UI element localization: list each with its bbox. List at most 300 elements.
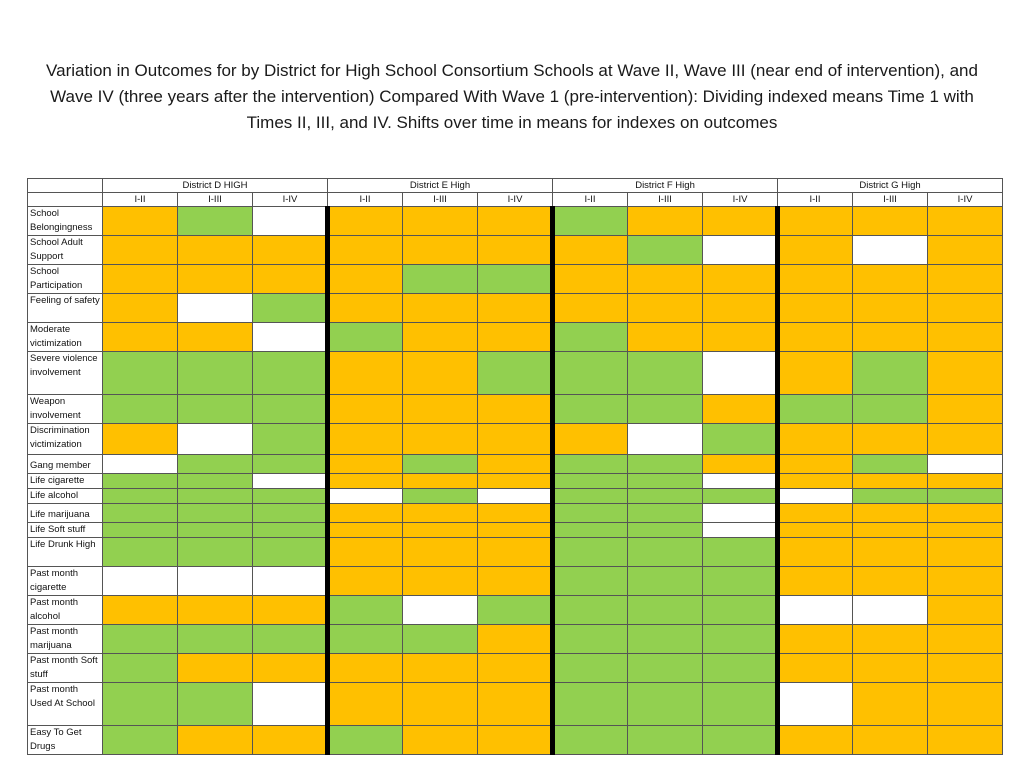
district-header: District F High xyxy=(553,179,778,193)
period-header: I-III xyxy=(403,193,478,207)
status-cell xyxy=(403,323,478,352)
status-cell xyxy=(928,538,1003,567)
status-cell xyxy=(553,683,628,726)
status-cell xyxy=(778,538,853,567)
status-cell xyxy=(853,538,928,567)
status-cell xyxy=(103,323,178,352)
status-cell xyxy=(328,424,403,455)
status-cell xyxy=(328,726,403,755)
status-cell xyxy=(853,489,928,504)
status-cell xyxy=(928,207,1003,236)
period-header: I-IV xyxy=(253,193,328,207)
status-cell xyxy=(328,683,403,726)
status-cell xyxy=(853,236,928,265)
row-label: Life Soft stuff xyxy=(28,523,103,538)
status-cell xyxy=(328,294,403,323)
status-cell xyxy=(928,596,1003,625)
status-cell xyxy=(478,538,553,567)
status-cell xyxy=(628,424,703,455)
status-cell xyxy=(703,654,778,683)
district-header: District D HIGH xyxy=(103,179,328,193)
table-row xyxy=(28,489,1003,504)
status-cell xyxy=(928,352,1003,395)
district-header: District G High xyxy=(778,179,1003,193)
status-cell xyxy=(628,294,703,323)
status-cell xyxy=(403,726,478,755)
status-cell xyxy=(778,294,853,323)
status-cell xyxy=(853,504,928,523)
status-cell xyxy=(178,474,253,489)
status-cell xyxy=(853,455,928,474)
status-cell xyxy=(478,567,553,596)
status-cell xyxy=(628,567,703,596)
status-cell xyxy=(178,395,253,424)
status-cell xyxy=(778,323,853,352)
status-cell xyxy=(778,489,853,504)
status-cell xyxy=(703,625,778,654)
status-cell xyxy=(103,654,178,683)
status-cell xyxy=(253,352,328,395)
status-cell xyxy=(553,323,628,352)
status-cell xyxy=(478,654,553,683)
status-cell xyxy=(928,567,1003,596)
row-label: Moderate victimization xyxy=(28,323,103,352)
status-cell xyxy=(403,567,478,596)
status-cell xyxy=(853,596,928,625)
status-cell xyxy=(253,596,328,625)
status-cell xyxy=(778,352,853,395)
status-cell xyxy=(553,523,628,538)
status-cell xyxy=(853,523,928,538)
status-cell xyxy=(403,625,478,654)
status-cell xyxy=(853,726,928,755)
status-cell xyxy=(253,395,328,424)
status-cell xyxy=(253,424,328,455)
status-cell xyxy=(553,474,628,489)
status-cell xyxy=(703,683,778,726)
status-cell xyxy=(478,489,553,504)
status-cell xyxy=(103,523,178,538)
status-cell xyxy=(553,538,628,567)
status-cell xyxy=(628,352,703,395)
status-cell xyxy=(778,683,853,726)
status-cell xyxy=(328,323,403,352)
status-cell xyxy=(103,294,178,323)
status-cell xyxy=(553,596,628,625)
status-cell xyxy=(628,265,703,294)
status-cell xyxy=(778,265,853,294)
status-cell xyxy=(928,523,1003,538)
status-cell xyxy=(403,523,478,538)
status-cell xyxy=(703,567,778,596)
status-cell xyxy=(928,455,1003,474)
status-cell xyxy=(703,265,778,294)
status-cell xyxy=(478,596,553,625)
status-cell xyxy=(253,294,328,323)
status-cell xyxy=(628,323,703,352)
status-cell xyxy=(928,294,1003,323)
status-cell xyxy=(178,236,253,265)
status-cell xyxy=(478,395,553,424)
status-cell xyxy=(478,683,553,726)
status-cell xyxy=(928,489,1003,504)
status-cell xyxy=(703,538,778,567)
table-row xyxy=(28,504,1003,523)
period-header: I-IV xyxy=(703,193,778,207)
table-row xyxy=(28,596,1003,625)
status-cell xyxy=(928,504,1003,523)
table-row xyxy=(28,207,1003,236)
table-row xyxy=(28,455,1003,474)
status-cell xyxy=(778,596,853,625)
status-cell xyxy=(778,236,853,265)
status-cell xyxy=(103,424,178,455)
status-cell xyxy=(253,489,328,504)
status-cell xyxy=(778,567,853,596)
status-cell xyxy=(328,489,403,504)
status-cell xyxy=(553,455,628,474)
status-cell xyxy=(103,395,178,424)
status-cell xyxy=(703,323,778,352)
table-row xyxy=(28,294,1003,323)
table-row xyxy=(28,265,1003,294)
status-cell xyxy=(853,323,928,352)
table-row xyxy=(28,625,1003,654)
table-row xyxy=(28,523,1003,538)
status-cell xyxy=(178,596,253,625)
status-cell xyxy=(553,489,628,504)
status-cell xyxy=(628,504,703,523)
status-cell xyxy=(403,207,478,236)
row-label: School Adult Support xyxy=(28,236,103,265)
status-cell xyxy=(553,395,628,424)
period-header: I-III xyxy=(853,193,928,207)
period-header: I-II xyxy=(553,193,628,207)
status-cell xyxy=(853,625,928,654)
period-header: I-II xyxy=(328,193,403,207)
status-cell xyxy=(253,474,328,489)
status-cell xyxy=(628,596,703,625)
table-row xyxy=(28,474,1003,489)
status-cell xyxy=(103,489,178,504)
period-header: I-III xyxy=(178,193,253,207)
status-cell xyxy=(928,395,1003,424)
status-cell xyxy=(253,538,328,567)
status-cell xyxy=(178,538,253,567)
status-cell xyxy=(328,567,403,596)
table-row xyxy=(28,424,1003,455)
status-cell xyxy=(103,538,178,567)
status-cell xyxy=(178,265,253,294)
status-cell xyxy=(103,567,178,596)
status-cell xyxy=(703,395,778,424)
table-row xyxy=(28,538,1003,567)
status-cell xyxy=(628,654,703,683)
period-header: I-IV xyxy=(928,193,1003,207)
status-cell xyxy=(478,474,553,489)
table-row xyxy=(28,683,1003,726)
status-cell xyxy=(403,455,478,474)
status-cell xyxy=(703,504,778,523)
status-cell xyxy=(253,726,328,755)
status-cell xyxy=(928,424,1003,455)
status-cell xyxy=(478,726,553,755)
status-cell xyxy=(478,625,553,654)
status-cell xyxy=(853,265,928,294)
status-cell xyxy=(703,523,778,538)
row-label: Life cigarette xyxy=(28,474,103,489)
status-cell xyxy=(478,424,553,455)
period-header: I-III xyxy=(628,193,703,207)
status-cell xyxy=(253,455,328,474)
status-cell xyxy=(553,726,628,755)
status-cell xyxy=(328,207,403,236)
status-cell xyxy=(478,323,553,352)
status-cell xyxy=(178,207,253,236)
status-cell xyxy=(103,265,178,294)
table-row xyxy=(28,654,1003,683)
status-cell xyxy=(403,395,478,424)
status-cell xyxy=(778,654,853,683)
status-cell xyxy=(928,726,1003,755)
row-label: Easy To Get Drugs xyxy=(28,726,103,755)
status-cell xyxy=(403,265,478,294)
status-cell xyxy=(778,207,853,236)
status-cell xyxy=(703,207,778,236)
status-cell xyxy=(628,236,703,265)
table-body xyxy=(28,207,1003,755)
status-cell xyxy=(403,236,478,265)
status-cell xyxy=(628,474,703,489)
status-cell xyxy=(253,683,328,726)
status-cell xyxy=(628,207,703,236)
status-cell xyxy=(178,683,253,726)
row-label: Past month cigarette xyxy=(28,567,103,596)
status-cell xyxy=(178,294,253,323)
row-label: Feeling of safety xyxy=(28,294,103,323)
status-cell xyxy=(403,474,478,489)
status-cell xyxy=(853,294,928,323)
status-cell xyxy=(703,455,778,474)
status-cell xyxy=(703,424,778,455)
status-cell xyxy=(178,726,253,755)
table-row xyxy=(28,395,1003,424)
row-label: Weapon involvement xyxy=(28,395,103,424)
status-cell xyxy=(703,236,778,265)
status-cell xyxy=(253,323,328,352)
status-cell xyxy=(628,489,703,504)
status-cell xyxy=(253,207,328,236)
period-header-row xyxy=(28,193,1003,207)
status-cell xyxy=(103,625,178,654)
row-label: Past month Soft stuff xyxy=(28,654,103,683)
status-cell xyxy=(253,654,328,683)
status-cell xyxy=(253,265,328,294)
row-label: Past month marijuana xyxy=(28,625,103,654)
table-row xyxy=(28,323,1003,352)
status-cell xyxy=(103,352,178,395)
status-cell xyxy=(328,596,403,625)
status-cell xyxy=(553,207,628,236)
status-cell xyxy=(928,625,1003,654)
district-header: District E High xyxy=(328,179,553,193)
status-cell xyxy=(103,474,178,489)
district-header-row xyxy=(28,179,1003,193)
status-cell xyxy=(703,474,778,489)
status-cell xyxy=(253,236,328,265)
status-cell xyxy=(553,654,628,683)
status-cell xyxy=(778,726,853,755)
status-cell xyxy=(478,236,553,265)
status-cell xyxy=(328,654,403,683)
period-header: I-II xyxy=(778,193,853,207)
status-cell xyxy=(628,538,703,567)
status-cell xyxy=(778,395,853,424)
corner-cell xyxy=(28,179,103,193)
status-cell xyxy=(403,352,478,395)
row-label: Gang member xyxy=(28,455,103,474)
status-cell xyxy=(103,207,178,236)
corner-cell xyxy=(28,193,103,207)
status-cell xyxy=(328,538,403,567)
status-cell xyxy=(478,294,553,323)
status-cell xyxy=(253,523,328,538)
status-cell xyxy=(328,236,403,265)
status-cell xyxy=(553,294,628,323)
status-cell xyxy=(553,567,628,596)
status-cell xyxy=(778,523,853,538)
status-cell xyxy=(178,654,253,683)
status-cell xyxy=(853,424,928,455)
status-cell xyxy=(853,654,928,683)
status-cell xyxy=(328,625,403,654)
row-label: Discrimination victimization xyxy=(28,424,103,455)
row-label: Life alcohol xyxy=(28,489,103,504)
status-cell xyxy=(928,265,1003,294)
row-label: Life Drunk High xyxy=(28,538,103,567)
status-cell xyxy=(628,455,703,474)
status-cell xyxy=(778,424,853,455)
status-cell xyxy=(403,489,478,504)
row-label: Past month Used At School xyxy=(28,683,103,726)
status-cell xyxy=(928,236,1003,265)
period-header: I-II xyxy=(103,193,178,207)
row-label: School Belongingness xyxy=(28,207,103,236)
status-cell xyxy=(178,567,253,596)
status-cell xyxy=(403,654,478,683)
status-cell xyxy=(178,489,253,504)
status-cell xyxy=(403,504,478,523)
status-cell xyxy=(253,567,328,596)
table-row xyxy=(28,567,1003,596)
page-title: Variation in Outcomes for by District for High School Consortium Schools at Wave II, Wave III (near end of intervention), and Wave IV (three years after the intervention) Compared With Wave 1 (pre-intervention): Dividing indexed means Time 1 with Times II, III, and IV. Shifts over time in means for indexes on outcomes xyxy=(46,61,978,132)
status-cell xyxy=(553,625,628,654)
status-cell xyxy=(103,504,178,523)
status-cell xyxy=(328,265,403,294)
status-cell xyxy=(478,523,553,538)
status-cell xyxy=(778,455,853,474)
status-cell xyxy=(103,683,178,726)
status-cell xyxy=(103,236,178,265)
row-label: Past month alcohol xyxy=(28,596,103,625)
status-cell xyxy=(778,474,853,489)
status-cell xyxy=(253,504,328,523)
status-cell xyxy=(178,455,253,474)
status-cell xyxy=(703,596,778,625)
row-label: School Participation xyxy=(28,265,103,294)
status-cell xyxy=(328,474,403,489)
status-cell xyxy=(778,504,853,523)
period-header: I-IV xyxy=(478,193,553,207)
status-cell xyxy=(403,424,478,455)
table-row xyxy=(28,726,1003,755)
status-cell xyxy=(853,352,928,395)
status-cell xyxy=(928,683,1003,726)
status-cell xyxy=(778,625,853,654)
status-cell xyxy=(328,504,403,523)
outcomes-table xyxy=(27,178,1003,755)
status-cell xyxy=(703,726,778,755)
status-cell xyxy=(853,567,928,596)
status-cell xyxy=(553,504,628,523)
status-cell xyxy=(328,523,403,538)
status-cell xyxy=(328,395,403,424)
status-cell xyxy=(178,323,253,352)
status-cell xyxy=(628,395,703,424)
status-cell xyxy=(178,424,253,455)
status-cell xyxy=(628,523,703,538)
status-cell xyxy=(703,489,778,504)
status-cell xyxy=(928,323,1003,352)
status-cell xyxy=(178,523,253,538)
status-cell xyxy=(103,455,178,474)
status-cell xyxy=(928,474,1003,489)
status-cell xyxy=(403,538,478,567)
status-cell xyxy=(853,395,928,424)
status-cell xyxy=(328,455,403,474)
table-row xyxy=(28,236,1003,265)
status-cell xyxy=(403,596,478,625)
status-cell xyxy=(403,294,478,323)
status-cell xyxy=(853,474,928,489)
status-cell xyxy=(553,265,628,294)
status-cell xyxy=(703,352,778,395)
status-cell xyxy=(103,726,178,755)
status-cell xyxy=(103,596,178,625)
status-cell xyxy=(178,352,253,395)
status-cell xyxy=(178,625,253,654)
status-cell xyxy=(553,236,628,265)
status-cell xyxy=(478,455,553,474)
status-cell xyxy=(178,504,253,523)
status-cell xyxy=(328,352,403,395)
status-cell xyxy=(478,504,553,523)
status-cell xyxy=(403,683,478,726)
status-cell xyxy=(853,683,928,726)
status-cell xyxy=(703,294,778,323)
status-cell xyxy=(478,207,553,236)
row-label: Life marijuana xyxy=(28,504,103,523)
status-cell xyxy=(478,352,553,395)
row-label: Severe violence involvement xyxy=(28,352,103,395)
table-row xyxy=(28,352,1003,395)
status-cell xyxy=(553,424,628,455)
status-cell xyxy=(928,654,1003,683)
status-cell xyxy=(628,625,703,654)
status-cell xyxy=(853,207,928,236)
status-cell xyxy=(253,625,328,654)
status-cell xyxy=(478,265,553,294)
